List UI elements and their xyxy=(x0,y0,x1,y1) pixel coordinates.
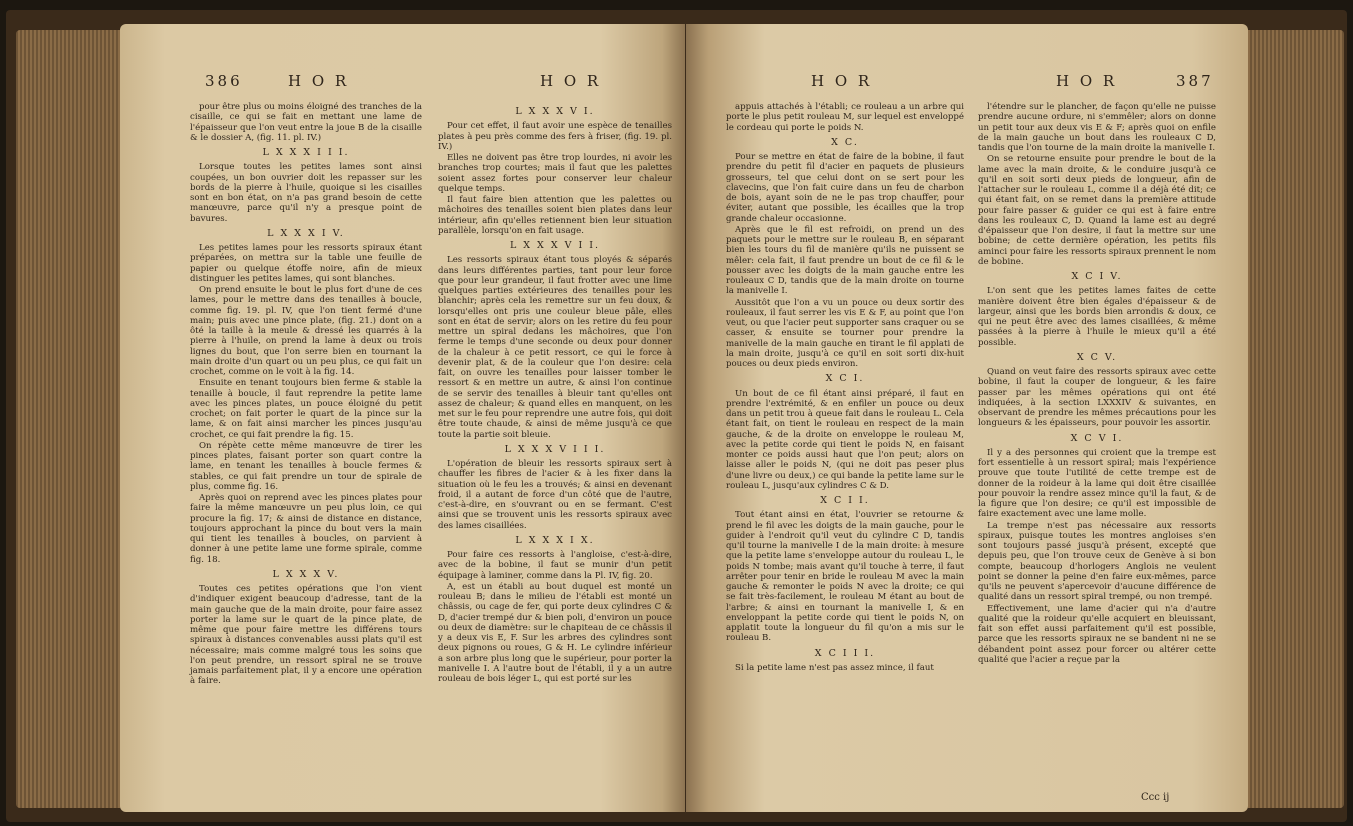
paragraph: Pour faire ces ressorts à l'angloise, c'est-à-dire, avec de la bobine, il faut se munir d'un petit équipage à laminer, comme dans la Pl. IV, fig. 20. xyxy=(438,550,672,581)
section-heading: L X X X V I I I. xyxy=(504,443,606,455)
section-heading: X C. xyxy=(831,136,859,148)
left-page-number: 386 xyxy=(205,72,243,90)
right-page xyxy=(686,24,1248,812)
section-heading: X C I I. xyxy=(820,495,870,506)
right-page-edges xyxy=(1244,30,1344,808)
right-page-number: 387 xyxy=(1176,72,1214,90)
paragraph: Il y a des personnes qui croient que la trempe est fort essentielle à un ressort spiral; mais l'expérience prouve que toute l'utilité de cette trempe est de donner de la roideur à la lame qui doit être cisaillée pour pouvoir la rendre assez mince qu'il la faut, & de la figure que l'on desire; ce qu'il est impossible de faire exactement avec une lame molle. xyxy=(978,447,1216,520)
paragraph: appuis attachés à l'établi; ce rouleau a un arbre qui porte le plus petit rouleau M, sur lequel est enveloppé le cordeau qui porte le poids N. xyxy=(726,102,964,133)
section-heading: L X X X V. xyxy=(272,568,340,580)
paragraph: Les ressorts spiraux étant tous ployés & séparés dans leurs différentes parties, tant pour leur force que pour leur grandeur, il faut frotter avec une lime quelques parties extérieures des tenailles pour les blanchir; après cela les remettre sur un feu doux, & lorsqu'elles ont pris une couleur bleue pâle, elles sont en état de servir; alors on les retire du feu pour mettre un spiral dedans les mâchoires, que l'on ferme le temps d'une seconde ou deux pour donner de la chaleur à ce petit ressort, ce qui le force à devenir plat, & de la couleur que l'on desire: cela fait, on ouvre les tenailles pour laisser tomber le ressort & en mettre un autre, & ainsi l'on continue de se servir des tenailles à bleuir tant qu'elles ont assez de chaleur; & quand elles en manquent, on les met sur le feu pour reprendre une autre fois, qui doit être toute chaude, & ainsi de même jusqu'à ce que toute la partie soit bleuie. xyxy=(438,255,672,440)
left-page xyxy=(120,24,685,812)
paragraph: Effectivement, une lame d'acier qui n'a d'autre qualité que la roideur qu'elle acquiert en bleuissant, fait son effet aussi parfaitement qu'il est possible, parce que les ressorts spiraux ne se bandent ni ne se débandent point assez pour forcer ou altérer cette qualité que l'acier a reçue par la xyxy=(978,603,1216,665)
paragraph: Pour se mettre en état de faire de la bobine, il faut prendre du petit fil d'acier en paquets de plusieurs grosseurs, tel que celui dont on se sert pour les clavecins, que l'on fait cuire dans un feu de charbon de bois, ayant soin de ne le pas trop chauffer, pour éviter, autant que possible, les écailles que la trop grande chaleur occasionne. xyxy=(726,152,964,224)
section-heading: L X X X V I. xyxy=(515,106,595,117)
right-column-1 xyxy=(726,102,964,674)
paragraph: On prend ensuite le bout le plus fort d'une de ces lames, pour le mettre dans des tenailles à boucle, comme fig. 19. pl. IV, que l'on tient fermé d'une main; puis avec une pince plate, (fig. 21.) dont on a ôté la taille à la meule & dressé les quarrés à la pierre à l'huile, on prend la lame à deux ou trois lignes du bout, que l'on serre bien en tournant la main droite d'un quart ou un peu plus, ce qui fait un crochet, comme on le voit à la fig. 14. xyxy=(190,285,422,377)
paragraph: Aussitôt que l'on a vu un pouce ou deux sortir des rouleaux, il faut serrer les vis E & F, au point que l'on veut, ou que l'acier peut supporter sans craquer ou se casser, & ensuite se tourner pour prendre la manivelle de la main gauche en tirant le fil applati de la main droite, jusqu'à ce qu'il en soit sorti dix-huit pouces ou deux pieds environ. xyxy=(726,297,964,369)
paragraph: Toutes ces petites opérations que l'on vient d'indiquer exigent beaucoup d'adresse, tant de la main gauche que de la main droite, pour faire assez porter la lame sur le quart de la pince plate, de même que pour faire mettre les différens tours spiraux à distances convenables aussi plats qu'il est nécessaire; mais comme malgré tous les soins que l'on peut prendre, un ressort spiral ne se trouve jamais parfaitement plat, il y a encore une opération à faire. xyxy=(190,584,422,687)
left-running-header-1: H O R xyxy=(288,72,350,90)
paragraph: l'étendre sur le plancher, de façon qu'elle ne puisse prendre aucune ordure, ni s'emmêler; alors on donne un petit tour aux deux vis E & F; après quoi on enfile de la main gauche un bout dans les rouleaux C D, tandis que l'on tourne de la main droite la manivelle I. xyxy=(978,102,1216,153)
paragraph: Tout étant ainsi en état, l'ouvrier se retourne & prend le fil avec les doigts de la main gauche, pour le guider à l'endroit qu'il veut du cylindre C D, tandis qu'il tourne la manivelle I de la main droite: à mesure que la petite lame s'enveloppe autour du rouleau L, le poids N tombe; mais avant qu'il touche à terre, il faut arrêter pour tenir en bride le rouleau M avec la main gauche & remonter le poids N avec la droite; ce qui se fait très-facilement, le rouleau M étant au bout de l'arbre; & ainsi en tournant la manivelle I, & en enveloppant la petite corde qui tient le poids N, on applatit toute la longueur du fil qu'on a mis sur le rouleau B. xyxy=(726,510,964,644)
section-heading: X C V. xyxy=(1076,351,1118,363)
paragraph: Après que le fil est refroidi, on prend un des paquets pour le mettre sur le rouleau B, en séparant bien les tours du fil de manière qu'ils ne puissent se mêler: cela fait, il faut prendre un bout de ce fil & le pousser avec les doigts de la main gauche entre les rouleaux C D, tandis que de la main droite on tourne la manivelle I. xyxy=(726,224,964,297)
paragraph: Pour cet effet, il faut avoir une espèce de tenailles plates à peu près comme des fers à friser, (fig. 19. pl. IV.) xyxy=(438,121,672,152)
paragraph: pour être plus ou moins éloigné des tranches de la cisaille, ce qui se fait en mettant une lame de l'épaisseur que l'on veut entre la joue B de la cisaille & le dossier A, (fig. 11. pl. IV.) xyxy=(190,102,422,143)
paragraph: Un bout de ce fil étant ainsi préparé, il faut en prendre l'extrémité, & en enfiler un pouce ou deux dans un petit trou à queue fait dans le rouleau L. Cela étant fait, on tient le rouleau en respect de la main gauche, & de la droite on enveloppe le rouleau M, avec la petite corde qui tient le poids N, en faisant monter ce poids aussi haut que l'on peut; alors on laisse aller le poids N, (qui ne doit pas peser plus d'une livre ou deux,) ce qui bande la petite lame sur le rouleau L, jusqu'aux cylindres C & D. xyxy=(726,388,964,491)
paragraph: A, est un établi au bout duquel est monté un rouleau B; dans le milieu de l'établi est monté un châssis, ou cage de fer, qui porte deux cylindres C & D, d'acier trempé dur & bien poli, d'environ un pouce ou deux de diamètre: sur le chapiteau de ce châssis il y a deux vis E, F. Sur les arbres des cylindres sont deux pignons ou roues, G & H. Le cylindre inférieur a son arbre plus long que le supérieur, pour porter la manivelle I. A l'autre bout de l'établi, il y a un autre rouleau de bois léger L, qui est porté sur les xyxy=(438,581,672,684)
right-column-2 xyxy=(978,102,1216,666)
paragraph: L'opération de bleuir les ressorts spiraux sert à chauffer les fibres de l'acier & à les fixer dans la situation où le feu les a trouvés; & ainsi en devenant froid, il a autant de force d'un côté que de l'autre, c'est-à-dire, en s'ouvrant ou en se fermant. C'est ainsi que se trouvent unis les ressorts spiraux avec des lames cisaillées. xyxy=(438,459,672,531)
paragraph: Si la petite lame n'est pas assez mince, il faut xyxy=(735,662,934,673)
section-heading: X C I. xyxy=(825,373,865,385)
paragraph: L'on sent que les petites lames faites de cette manière doivent être bien égales d'épaisseur & de largeur, ainsi que les bords bien arrondis & doux, ce qui ne peut être avec des lames cisaillées, & même passées à la pierre à l'huile le mieux qu'il a été possible. xyxy=(978,286,1216,348)
right-running-header-1: H O R xyxy=(811,72,873,90)
paragraph: On se retourne ensuite pour prendre le bout de la lame avec la main droite, & le conduire jusqu'à ce qu'il en soit sorti deux pieds de longueur, afin de l'attacher sur le rouleau L, comme il a déjà été dit; ce qui étant fait, on se remet dans la première attitude pour faire passer & guider ce qui est à faire entre dans les rouleaux C, D. Quand la lame est au degré d'épaisseur que l'on desire, il faut la mettre sur une bobine; de cette dernière opération, les petits fils aminci pour faire les ressorts spiraux prennent le nom de bobine. xyxy=(978,154,1216,267)
paragraph: Après quoi on reprend avec les pinces plates pour faire la même manœuvre un peu plus loin, ce qui procure la fig. 17; & ainsi de distance en distance, toujours approchant la pince du bout vers la main qui tient les tenailles à boucles, on parvient à donner à une petite lame une forme spirale, comme fig. 18. xyxy=(190,493,422,565)
section-heading: L X X X V I I. xyxy=(509,240,601,251)
paragraph: Elles ne doivent pas être trop lourdes, ni avoir les branches trop courtes; mais il faut que les palettes soient assez fortes pour conserver leur chaleur quelque temps. xyxy=(438,153,672,194)
paragraph: La trempe n'est pas nécessaire aux ressorts spiraux, puisque toutes les montres angloises s'en sont toujours passé jusqu'à présent, excepté que depuis peu, que l'on trouve ceux de Genève à si bon compte, beaucoup d'horlogers Anglois ne veulent point se donner la peine d'en faire eux-mêmes, parce qu'ils ne peuvent s'apercevoir d'aucune différence de qualité dans un ressort spiral trempé, ou non trempé. xyxy=(978,520,1216,603)
paragraph: Quand on veut faire des ressorts spiraux avec cette bobine, il faut la couper de longueur, & les faire passer par les mêmes opérations qui ont été indiquées, à la section LXXXIV & suivantes, en observant de prendre les mêmes précautions pour les longueurs & les épaisseurs, pour pouvoir les assortir. xyxy=(978,367,1216,429)
section-heading: L X X X I I I. xyxy=(262,147,350,158)
paragraph: On répète cette même manœuvre de tirer les pinces plates, faisant porter son quart contre la lame, en tenant les tenailles à boucle fermes & stables, ce qui fait prendre un tour de spirale de plus, comme fig. 16. xyxy=(190,440,422,492)
section-heading: L X X X I V. xyxy=(267,227,345,239)
left-running-header-2: H O R xyxy=(540,72,602,90)
book-spread xyxy=(6,10,1347,822)
section-heading: L X X X I X. xyxy=(515,534,595,546)
left-column-1 xyxy=(190,102,422,688)
section-heading: X C V I. xyxy=(1070,432,1124,444)
section-heading: X C I I I. xyxy=(814,647,876,659)
right-running-header-2: H O R xyxy=(1056,72,1118,90)
paragraph: Lorsque toutes les petites lames sont ainsi coupées, un bon ouvrier doit les repasser sur les bords de la pierre à l'huile, quoique si les cisailles sont en bon état, on n'a pas grand besoin de cette manœuvre, parce qu'il n'y a presque point de bavures. xyxy=(190,162,422,224)
paragraph: Il faut faire bien attention que les palettes ou mâchoires des tenailles soient bien plates dans leur intérieur, afin qu'elles retiennent bien leur situation parallèle, lorsqu'on en fait usage. xyxy=(438,195,672,236)
left-page-edges xyxy=(16,30,124,808)
paragraph: Ensuite en tenant toujours bien ferme & stable la tenaille à boucle, il faut reprendre la petite lame avec les pinces plates, un pouce éloigné du petit crochet; on fait porter le quart de la pince sur la lame, & on fait ainsi marcher les pinces jusqu'au crochet, ce qui fait prendre la fig. 15. xyxy=(190,378,422,440)
signature-mark: Ccc ij xyxy=(1141,792,1170,803)
left-column-2 xyxy=(438,102,672,685)
paragraph: Les petites lames pour les ressorts spiraux étant préparées, on mettra sur la table une feuille de papier ou quelque étoffe noire, afin de mieux distinguer les petites lames, qui sont blanches. xyxy=(190,243,422,284)
section-heading: X C I V. xyxy=(1071,271,1123,282)
